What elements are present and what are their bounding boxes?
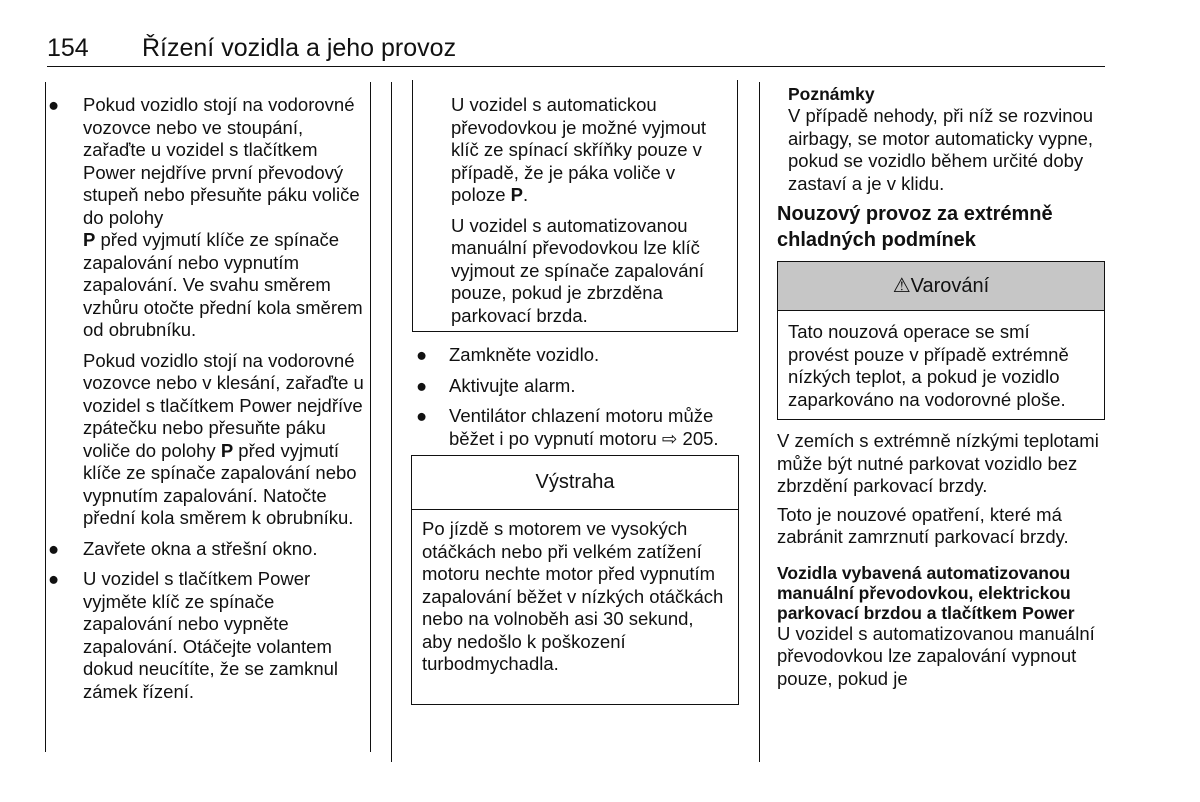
bullet-icon: ● [48, 568, 60, 589]
paragraph: Toto je nouzové opatření, které má zabránit zamrznutí parkovací brzdy. [777, 503, 1069, 547]
page-number: 154 [47, 34, 89, 62]
subsection-heading: Vozidla vybavená automatizovanou manuální převodovkou, elektrickou parkovací brzdou a tlačítkem Power [777, 562, 1075, 623]
list-item [47, 568, 367, 703]
page-title: Řízení vozidla a jeho provoz [142, 34, 457, 62]
list-item [415, 405, 750, 450]
transmission-box [412, 80, 738, 332]
paragraph: U vozidel s automatizovanou manuální převodovkou lze klíč vyjmout ze spínače zapalování pouze, pokud je zbrzděna parkovací brzda. [451, 214, 704, 326]
column-rule-left [45, 82, 46, 752]
paragraph: Zavřete okna a střešní okno. [83, 537, 318, 559]
warning-body: Tato nouzová operace se smí provést pouze v případě extrémně nízkých teplot, a pokud je vozidlo zaparkováno na vodorovné ploše. [788, 321, 1069, 410]
bullet-icon: ● [416, 344, 428, 365]
bullet-icon: ● [48, 94, 60, 115]
paragraph: U vozidel s automatickou převodovkou je možné vyjmout klíč ze spínací skříňky pouze v případě, že je páka voliče v poloze P. [451, 94, 707, 205]
list-item [47, 538, 367, 561]
list-item [415, 344, 750, 367]
note-title: Poznámky [788, 84, 875, 104]
column-rule-3 [759, 82, 760, 762]
warning-header [778, 262, 1104, 311]
paragraph: U vozidel s automatizovanou manuální převodovkou lze zapalování vypnout pouze, pokud je [777, 622, 1095, 689]
paragraph: Ventilátor chlazení motoru může běžet i po vypnutí motoru ⇨ 205. [449, 405, 719, 449]
column-2-list [415, 344, 750, 458]
warning-box [777, 261, 1105, 420]
bullet-icon: ● [416, 374, 428, 396]
bullet-icon: ● [416, 405, 428, 426]
warning-title: Varování [910, 275, 990, 297]
paragraph: Zamkněte vozidlo. [449, 344, 600, 365]
header-rule [47, 66, 1105, 67]
column-rule-1 [370, 82, 371, 752]
paragraph: U vozidel s tlačítkem Power vyjměte klíč ze spínače zapalování nebo vypněte zapalování. Otáčejte volantem dokud neucítíte, že se zamknul zámek řízení. [83, 568, 339, 702]
reference-arrow-icon: ⇨ [661, 427, 678, 449]
column-1 [47, 94, 367, 711]
note-body: V případě nehody, při níž se rozvinou airbagy, se motor automaticky vypne, pokud se vozidlo během určité doby zastaví a je v klidu. [788, 105, 1094, 194]
warning-triangle-icon: ⚠ [892, 275, 911, 297]
column-rule-2 [391, 82, 392, 762]
list-item [415, 375, 750, 398]
column-3 [777, 83, 1107, 690]
caution-title: Výstraha [412, 456, 738, 510]
paragraph: V zemích s extrémně nízkými teplotami může být nutné parkovat vozidlo bez zbrzdění parkovací brzdy. [777, 430, 1099, 496]
paragraph: Pokud vozidlo stojí na vodorovné vozovce nebo ve stoupání, zařaďte u vozidel s tlačítkem Power nejdříve první převodový stupeň nebo přesuňte páku voliče do polohy P před vyjmutí klíče ze spínače zapalování nebo vypnutím zapalování. Ve svahu směrem vzhůru otočte přední kola směrem od obrubníku. [83, 94, 363, 340]
caution-body: Po jízdě s motorem ve vysokých otáčkách nebo při velkém zatížení motoru nechte motor před vypnutím zapalování běžet v nízkých otáčkách nebo na volnoběh asi 30 sekund, aby nedošlo k poškození turbodmychadla. [422, 518, 724, 674]
page-reference: 205. [682, 427, 719, 449]
section-heading: Nouzový provoz za extrémně chladných podmínek [777, 203, 1053, 251]
caution-box [411, 455, 739, 705]
list-item [47, 94, 367, 342]
list-item-continuation [47, 350, 367, 530]
paragraph: Pokud vozidlo stojí na vodorovné vozovce nebo v klesání, zařaďte u vozidel s tlačítkem Power nejdříve zpátečku nebo přesuňte páku voliče do polohy P před vyjmutí klíče ze spínače zapalování nebo vypnutím zapalování. Natočte přední kola směrem k obrubníku. [83, 349, 364, 528]
bullet-icon: ● [48, 537, 60, 559]
paragraph: Aktivujte alarm. [449, 374, 576, 396]
